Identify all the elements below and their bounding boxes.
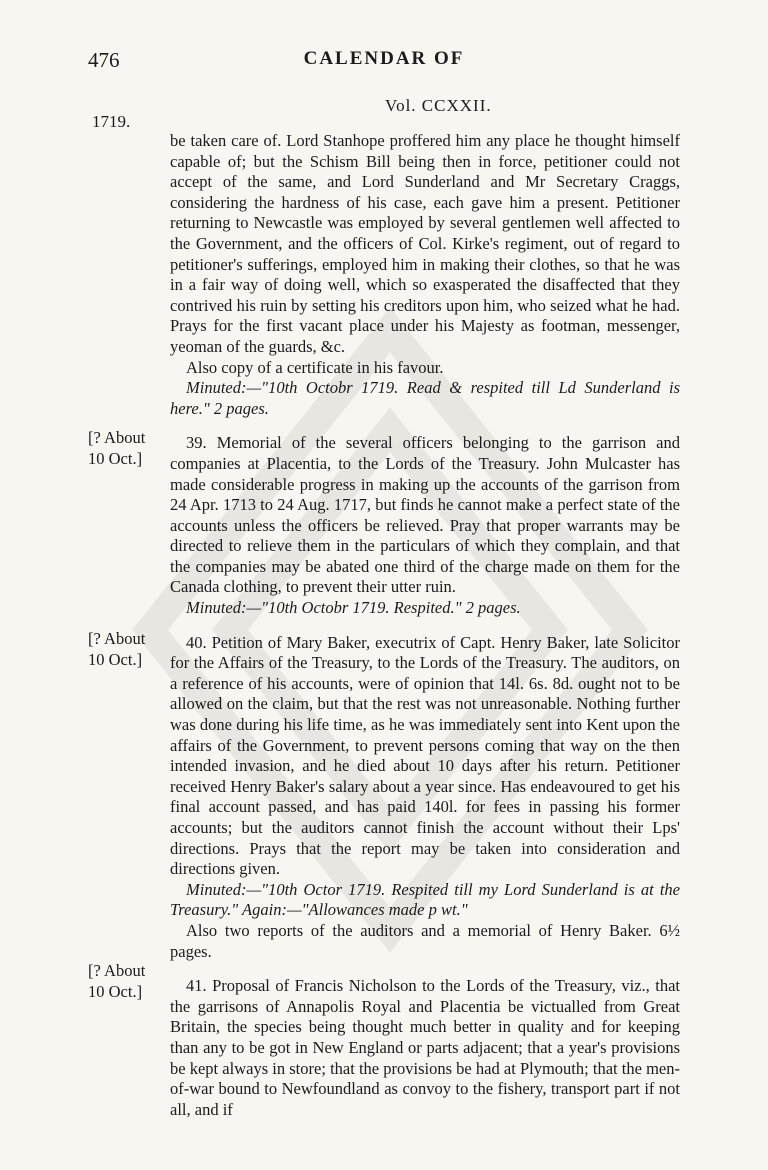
- entry-39-text: 39. Memorial of the several officers belonging to the garrison and companies at Placentia, to the Lords of the Treasury. John Mulcaster has made considerable progress in making up the accounts of the garrison from 24 Apr. 1713 to 24 Aug. 1717, but finds he cannot make a perfect state of the accounts unless the officers be relieved. Pray that proper warrants may be directed to relieve them in the particulars of which they complain, and that the companies may be abated one third of the charge made on them for the Canada clothing, to prevent their utter ruin.: [170, 433, 680, 597]
- running-title: CALENDAR OF: [303, 48, 465, 69]
- entry-40-text: 40. Petition of Mary Baker, executrix of Capt. Henry Baker, late Solicitor for the Affairs of the Treasury, to the Lords of the Treasury. The auditors, on a reference of his accounts, were of opinion that 14l. 6s. 8d. ought not to be allowed on the claim, but that the rest was not unreasonable. Nothing further was done during his life time, as he was immediately sent into Kent upon the affairs of the Government, to prevent persons coming that way on the then intended invasion, and he died about 10 days after his return. Petitioner received Henry Baker's salary about a year since. Has endeavoured to get his final account passed, and has paid 140l. for fees in passing his former accounts; but the auditors cannot finish the account without their Lps' directions. Prays that the report may be taken into consideration and directions given.: [170, 632, 680, 879]
- sidenote-line: [? About: [88, 961, 146, 980]
- continuation-paragraph: be taken care of. Lord Stanhope proffered him any place he thought himself capable of; but the Schism Bill being then in force, petitioner could not accept of the same, and Lord Sunderland and Mr Secretary Craggs, considering the hardness of his case, each gave him a present. Petitioner returning to Newcastle was employed by several gentlemen well affected to the Government, and the officers of Col. Kirke's regiment, out of regard to petitioner's sufferings, employed him in making their clothes, so that he was in a fair way of doing well, which so exasperated the disaffected that they contrived his ruin by setting his creditors upon him, who seized what he had. Prays for the first vacant place under his Majesty as footman, messenger, yeoman of the guards, &c.: [170, 131, 680, 356]
- sidenote-entry-41: [88, 960, 145, 1002]
- sidenote-entry-40: [88, 628, 145, 670]
- sidenote-line: [? About: [88, 428, 146, 447]
- entry-40-minute: Minuted:—"10th Octor 1719. Respited till my Lord Sunderland is at the Treasury." Again:—"Allowances made p wt.": [170, 879, 680, 920]
- entry-41-text: 41. Proposal of Francis Nicholson to the Lords of the Treasury, viz., that the garrisons of Annapolis Royal and Placentia be victualled from Great Britain, the species being thought much better in quality and for keeping than any to be got in New England or parts adjacent; that a year's provisions be kept always in store; that the provisions be had at Plymouth; that the men-of-war bound to Newfoundland as convoy to the fishery, transport part if not all, and if: [170, 976, 680, 1119]
- sidenote-line: 10 Oct.]: [88, 650, 143, 669]
- entry-39-minute: Minuted:—"10th Octobr 1719. Respited." 2 pages.: [186, 598, 521, 618]
- continuation-enclosure: Also copy of a certificate in his favour.: [186, 357, 444, 377]
- entry-40-enclosure: Also two reports of the auditors and a memorial of Henry Baker. 6½ pages.: [170, 920, 680, 961]
- continuation-minute: Minuted:—"10th Octobr 1719. Read & respited till Ld Sunderland is here." 2 pages.: [170, 378, 680, 418]
- volume-heading: Vol. CCXXII.: [385, 96, 492, 115]
- sidenote-line: 10 Oct.]: [88, 982, 143, 1001]
- sidenote-line: 10 Oct.]: [88, 449, 143, 468]
- document-body: [170, 131, 680, 1120]
- sidenote-line: [? About: [88, 629, 146, 648]
- year-marginal: 1719.: [92, 112, 131, 131]
- sidenote-entry-39: [88, 427, 145, 469]
- page-number: 476: [88, 48, 120, 72]
